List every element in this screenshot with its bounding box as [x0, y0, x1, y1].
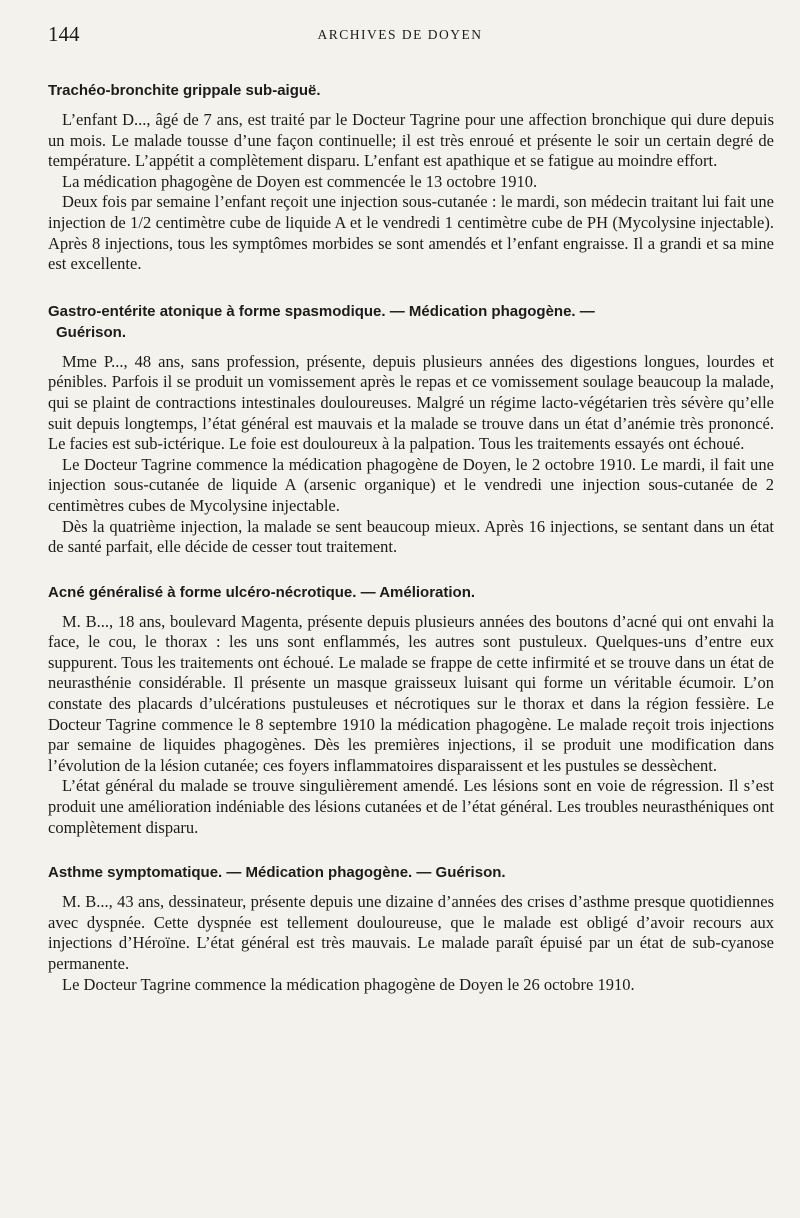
paragraph: Le Docteur Tagrine commence la médication phagogène de Doyen le 26 octobre 1910. [62, 974, 635, 994]
section-heading-text: Trachéo-bronchite grippale sub-aiguë. [48, 82, 321, 99]
page-content [48, 80, 774, 1017]
section-heading [48, 80, 774, 101]
paragraph: La médication phagogène de Doyen est commencée le 13 octobre 1910. [62, 171, 538, 191]
case-report-gastro-enterite [48, 301, 774, 558]
paragraph: Mme P..., 48 ans, sans profession, présente, depuis plusieurs années des digestions longues, lourdes et pénibles. Parfois il se produit un vomissement après le repas et ce vomissement soulage beaucoup la malade, qui se plaint de contractions intestinales douloureuses. Malgré un régime lacto-végétarien très sévère qu’elle suit depuis longtemps, l’état général est mauvais et la malade se trouve dans un état d’anémie très prononcé. Le facies est sub-ictérique. Le foie est douloureux à la palpation. Tous les traitements essayés ont échoué. [48, 351, 774, 454]
section-heading [48, 301, 774, 343]
case-report-acne [48, 582, 774, 839]
paragraph: L’enfant D..., âgé de 7 ans, est traité par le Docteur Tagrine pour une affection bronchique qui dure depuis un mois. Le malade tousse d’une façon continuelle; il est très enroué et présente le soir un certain degré de température. L’appétit a complètement disparu. L’enfant est apathique et se fatigue au moindre effort. [48, 110, 774, 171]
case-report-asthme [48, 862, 774, 995]
section-heading [48, 862, 774, 883]
section-heading-text: Gastro-entérite atonique à forme spasmodique. — Médication phagogène. — [48, 302, 595, 320]
paragraph: Deux fois par semaine l’enfant reçoit une injection sous-cutanée : le mardi, son médecin traitant lui fait une injection de 1/2 centimètre cube de liquide A et le vendredi 1 centimètre cube de PH (Mycolysine injectable). Après 8 injections, tous les symptômes morbides se sont amendés et l’enfant engraisse. Il a grandi et sa mine est excellente. [48, 192, 774, 274]
paragraph: L’état général du malade se trouve singulièrement amendé. Les lésions sont en voie de régression. Il s’est produit une amélioration indéniable des lésions cutanées et de l’état général. Les troubles neurasthéniques ont complètement disparu. [48, 776, 774, 837]
section-heading-continuation: Guérison. [56, 323, 127, 341]
paragraph: M. B..., 18 ans, boulevard Magenta, présente depuis plusieurs années des boutons d’acné qui ont envahi la face, le cou, le thorax : les uns sont enflammés, les autres sont pustuleux. Quelques-uns d’entre eux suppurent. Tous les traitements ont échoué. Le malade se frappe de cette infirmité et se trouve dans un état de neurasthénie considérable. Il présente un masque graisseux luisant qui forme un véritable écumoir. L’on constate des placards d’ulcérations pustuleuses et nécrotiques sur le thorax et dans la région fessière. Le Docteur Tagrine commence le 8 septembre 1910 la médication phagogène. Le malade reçoit trois injections par semaine de liquides phagogènes. Dès les premières injections, il se produit une modification dans l’évolution de la lésion cutanée; ces foyers inflammatoires disparaissent et les pustules se dessèchent. [48, 611, 774, 775]
section-heading-text: Asthme symptomatique. — Médication phagogène. — Guérison. [48, 864, 506, 882]
paragraph: Le Docteur Tagrine commence la médication phagogène de Doyen, le 2 octobre 1910. Le mardi, il fait une injection sous-cutanée de liquide A (arsenic organique) et le vendredi une injection sous-cutanée de 2 centimètres cubes de Mycolysine injectable. [48, 454, 774, 515]
paragraph: Dès la quatrième injection, la malade se sent beaucoup mieux. Après 16 injections, se sentant dans un état de santé parfait, elle décide de cesser tout traitement. [48, 516, 774, 557]
journal-title: ARCHIVES DE DOYEN [317, 27, 483, 42]
page-number: 144 [48, 22, 80, 46]
section-heading [48, 582, 774, 603]
section-heading-text: Acné généralisé à forme ulcéro-nécrotique. — Amélioration. [48, 583, 476, 601]
paragraph: M. B..., 43 ans, dessinateur, présente depuis une dizaine d’années des crises d’asthme presque quotidiennes avec dyspnée. Cette dyspnée est tellement douloureuse, que le malade est obligé d’avoir recours aux injections d’Héroïne. L’état général est très mauvais. Le malade paraît épuisé par un état de sub-cyanose permanente. [48, 892, 774, 973]
case-report-tracheo-bronchite [48, 80, 774, 275]
running-head [48, 22, 752, 44]
